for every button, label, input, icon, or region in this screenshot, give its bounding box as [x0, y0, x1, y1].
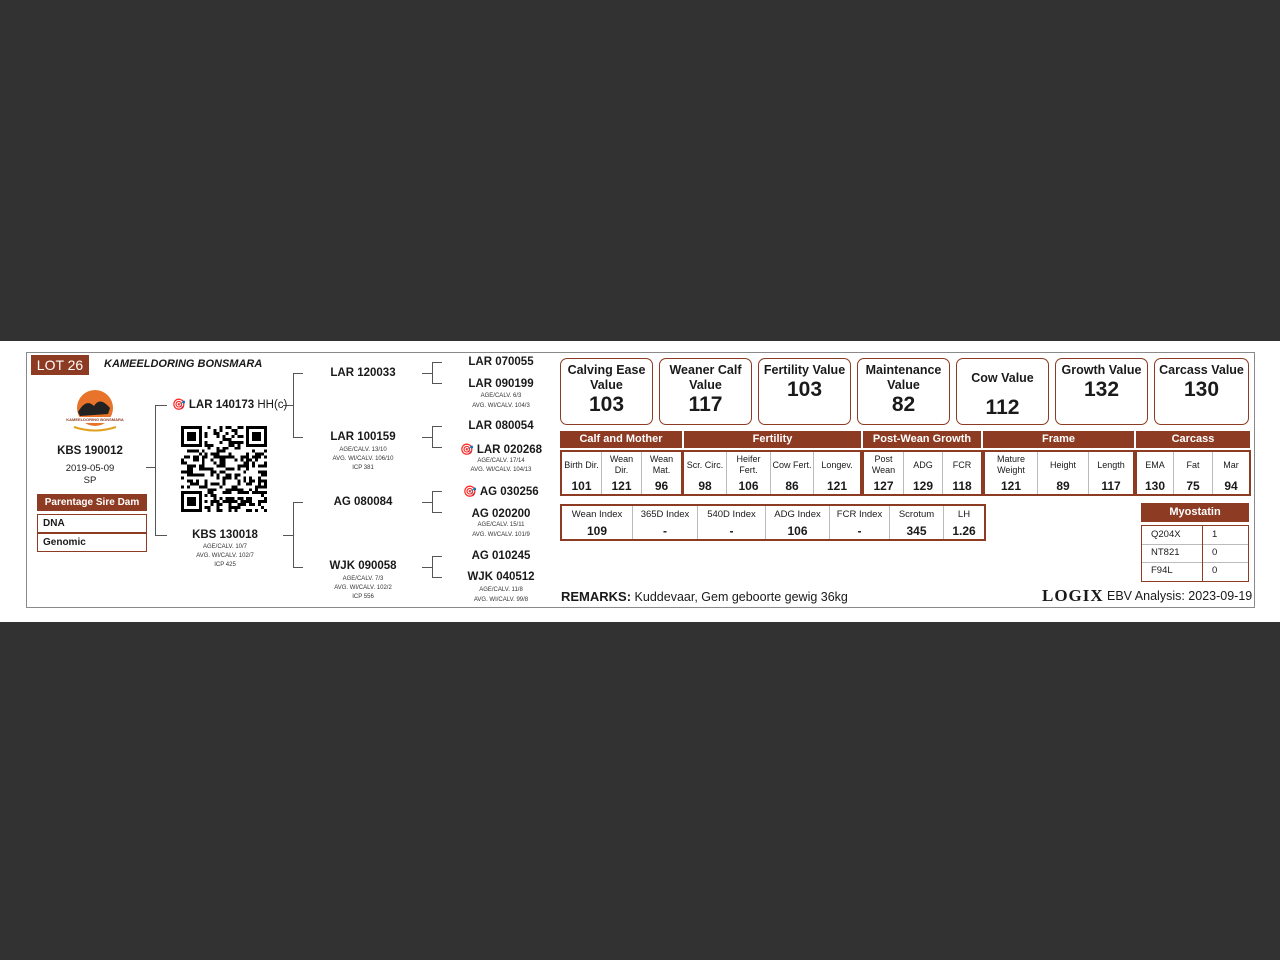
- ebv-cell: [864, 452, 904, 494]
- remarks-text: Kuddevaar, Gem geboorte gewig 36kg: [634, 590, 848, 604]
- gs1-id: LAR 120033: [330, 367, 396, 379]
- value-number: 82: [891, 393, 916, 416]
- ebv-cell: [727, 452, 771, 494]
- myostatin-row: [1142, 544, 1248, 563]
- connector-line: [155, 405, 167, 406]
- ebv-cell: [1137, 452, 1174, 494]
- ebv-value: 130: [1144, 479, 1166, 493]
- connector-line: [432, 383, 442, 384]
- ebv-value: 127: [873, 479, 894, 493]
- index-cell: [830, 506, 890, 539]
- dam-avg-wi: AVG. WI/CALV. 102/7: [196, 553, 254, 559]
- ebv-cell: [1038, 452, 1089, 494]
- parentage-header: Parentage Sire Dam: [37, 494, 147, 511]
- sire: [172, 398, 287, 411]
- ebv-value: 106: [738, 479, 759, 493]
- ebv-value: 118: [952, 479, 972, 493]
- index-label: Scrotum: [898, 509, 935, 520]
- ebv-value: 86: [785, 479, 799, 493]
- connector-line: [432, 426, 442, 427]
- index-label: ADG Index: [774, 509, 821, 520]
- index-cell: [562, 506, 633, 539]
- farm-logo: [64, 388, 126, 434]
- gd1-avg-wi: AVG. WI/CALV. 106/10: [332, 456, 394, 462]
- ggp-5-id: AG 020200: [471, 508, 531, 520]
- ebv-value: 117: [1101, 479, 1121, 493]
- value-number: 103: [786, 378, 823, 401]
- value-box-weaner-calf: [659, 358, 752, 425]
- connector-line: [293, 437, 303, 438]
- qr-code[interactable]: [181, 426, 267, 517]
- animal-type: SP: [83, 475, 97, 486]
- gs2-id: AG 080084: [333, 496, 393, 508]
- ebv-cell: [985, 452, 1038, 494]
- connector-line: [432, 512, 442, 513]
- index-label: Wean Index: [571, 509, 623, 520]
- gd1-id: LAR 100159: [330, 431, 396, 443]
- ggp-3: [446, 443, 556, 456]
- connector-line: [422, 502, 432, 503]
- value-number: 112: [985, 396, 1020, 419]
- connector-line: [432, 362, 433, 384]
- ebv-label: ADG: [913, 459, 933, 470]
- gd2-age-calv: AGE/CALV. 7/3: [342, 576, 384, 582]
- connector-line: [432, 426, 433, 448]
- index-cell: [944, 506, 984, 539]
- ebv-cell: [1089, 452, 1133, 494]
- ggp-3-age-calv: AGE/CALV. 17/14: [477, 458, 525, 464]
- value-number: 132: [1083, 378, 1120, 401]
- ggp-3-id: LAR 020268: [476, 444, 543, 456]
- ggp-7-age-calv: AGE/CALV. 11/8: [479, 587, 523, 593]
- connector-line: [293, 502, 294, 568]
- ebv-label: Wean Mat.: [649, 454, 674, 475]
- farm-name: KAMEELDORING BONSMARA: [104, 358, 263, 370]
- index-table: [560, 504, 986, 541]
- ebv-label: FCR: [952, 459, 972, 470]
- index-value: 345: [906, 524, 927, 538]
- ebv-label: Fat: [1186, 459, 1200, 470]
- connector-line: [422, 373, 432, 374]
- myostatin-value: 1: [1212, 529, 1218, 540]
- ebv-cell: [771, 452, 814, 494]
- ebv-value: 121: [1000, 479, 1022, 493]
- myostatin-marker: NT821: [1151, 547, 1180, 558]
- value-number: 103: [588, 393, 625, 416]
- parentage-dna: DNA: [37, 514, 147, 533]
- ebv-label: Post Wean: [871, 454, 896, 475]
- value-label: Growth Value: [1061, 363, 1142, 377]
- animal-id: KBS 190012: [57, 445, 123, 457]
- logix-brand: LOGIX: [1042, 586, 1104, 605]
- index-value: 106: [787, 524, 808, 538]
- lot-badge: LOT 26: [31, 355, 89, 375]
- group-header-carcass: Carcass: [1136, 431, 1250, 448]
- myostatin-value: 0: [1212, 565, 1218, 576]
- index-value: -: [857, 524, 862, 538]
- connector-line: [432, 577, 442, 578]
- connector-line: [293, 373, 303, 374]
- remarks: [561, 589, 848, 604]
- animal-dob: 2019-05-09: [65, 463, 115, 474]
- ebv-label: Heifer Fert.: [736, 454, 761, 475]
- connector-line: [146, 467, 155, 468]
- ebv-label: Length: [1097, 459, 1125, 470]
- myostatin-divider: [1202, 525, 1203, 582]
- value-label: Maintenance Value: [865, 363, 942, 392]
- ebv-value: 101: [571, 479, 592, 493]
- value-label: Fertility Value: [763, 363, 846, 377]
- myostatin-value: 0: [1212, 547, 1218, 558]
- connector-line: [432, 362, 442, 363]
- connector-line: [293, 567, 303, 568]
- ebv-label: Scr. Circ.: [686, 459, 724, 470]
- ggp-1-age-calv: AGE/CALV. 6/3: [480, 393, 522, 399]
- ebv-label: Wean Dir.: [609, 454, 634, 475]
- ggp-6-id: AG 010245: [471, 550, 531, 562]
- genomic-icon: 🎯: [172, 399, 186, 411]
- ebv-value: 121: [826, 479, 848, 493]
- ebv-label: Longev.: [821, 459, 853, 470]
- ebv-cell: [562, 452, 602, 494]
- connector-line: [422, 437, 432, 438]
- group-calf-mother: [560, 450, 683, 496]
- connector-line: [283, 535, 293, 536]
- connector-line: [432, 556, 433, 578]
- myostatin-marker: F94L: [1151, 565, 1173, 576]
- ebv-cell: [642, 452, 681, 494]
- ebv-value: 94: [1224, 479, 1238, 493]
- ebv-analysis-date: EBV Analysis: 2023-09-19: [1107, 589, 1253, 603]
- ggp-5-age-calv: AGE/CALV. 15/11: [477, 522, 525, 528]
- connector-line: [432, 491, 442, 492]
- group-fertility: [682, 450, 862, 496]
- index-cell: [766, 506, 830, 539]
- group-carcass: [1135, 450, 1251, 496]
- index-cell: [890, 506, 944, 539]
- ebv-value: 121: [611, 479, 632, 493]
- ggp-5-avg-wi: AVG. WI/CALV. 101/9: [472, 532, 530, 538]
- sire-suffix: HH(c): [257, 399, 288, 411]
- value-box-carcass: [1154, 358, 1249, 425]
- value-box-fertility: [758, 358, 851, 425]
- value-label: Calving Ease Value: [567, 363, 646, 392]
- index-label: FCR Index: [836, 509, 883, 520]
- remarks-label: REMARKS:: [561, 589, 632, 604]
- ebv-cell: [684, 452, 727, 494]
- ggp-4-id: AG 030256: [479, 486, 539, 498]
- myostatin-header: Myostatin: [1141, 503, 1249, 522]
- value-box-cow: [956, 358, 1049, 425]
- group-header-fertility: Fertility: [684, 431, 861, 448]
- myostatin-table: [1141, 525, 1249, 582]
- index-value: 1.26: [952, 524, 976, 538]
- ebv-cell: [1213, 452, 1249, 494]
- ebv-cell: [814, 452, 860, 494]
- group-post-wean: [862, 450, 983, 496]
- connector-line: [432, 447, 442, 448]
- value-box-maintenance: [857, 358, 950, 425]
- value-number: 117: [688, 393, 723, 416]
- gd1-icp: ICP 381: [352, 465, 374, 471]
- group-header-calf-mother: Calf and Mother: [560, 431, 682, 448]
- value-box-calving-ease: [560, 358, 653, 425]
- logo-text: KAMEELDORING BONSMARA: [66, 417, 124, 422]
- myostatin-row: [1142, 526, 1248, 545]
- connector-line: [422, 567, 432, 568]
- parentage-genomic: Genomic: [37, 533, 147, 552]
- ebv-label: Cow Fert.: [772, 459, 812, 470]
- value-label: Cow Value: [971, 371, 1034, 385]
- index-cell: [698, 506, 766, 539]
- sire-id: LAR 140173: [188, 399, 255, 411]
- dam-id: KBS 130018: [192, 529, 258, 541]
- value-box-growth: [1055, 358, 1148, 425]
- ggp-3-avg-wi: AVG. WI/CALV. 104/13: [470, 467, 532, 473]
- index-label: 540D Index: [707, 509, 756, 520]
- dam-age-calv: AGE/CALV. 10/7: [202, 544, 248, 550]
- ggp-1-id: LAR 090199: [468, 378, 534, 390]
- index-label: LH: [957, 509, 971, 520]
- genomic-icon: 🎯: [459, 444, 474, 456]
- ggp-7-id: WJK 040512: [467, 571, 535, 583]
- ebv-value: 75: [1186, 479, 1200, 493]
- connector-line: [293, 373, 294, 438]
- ebv-value: 96: [654, 479, 669, 493]
- value-label: Weaner Calf Value: [669, 363, 742, 392]
- ggp-1-avg-wi: AVG. WI/CALV. 104/3: [472, 403, 530, 409]
- ebv-label: EMA: [1145, 459, 1165, 470]
- value-label: Carcass Value: [1159, 363, 1244, 377]
- ggp-0-id: LAR 070055: [468, 356, 534, 368]
- ebv-label: Mature Weight: [996, 454, 1025, 475]
- ebv-cell: [602, 452, 642, 494]
- gd2-avg-wi: AVG. WI/CALV. 102/2: [334, 585, 392, 591]
- ggp-7-avg-wi: AVG. WI/CALV. 99/8: [473, 597, 529, 603]
- dam-icp: ICP 425: [214, 562, 236, 568]
- group-frame: [983, 450, 1135, 496]
- index-value: -: [663, 524, 667, 538]
- connector-line: [155, 535, 167, 536]
- genomic-icon: 🎯: [463, 486, 478, 498]
- ebv-value: 98: [698, 479, 712, 493]
- index-label: 365D Index: [640, 509, 690, 520]
- group-header-frame: Frame: [983, 431, 1134, 448]
- index-value: -: [729, 524, 734, 538]
- connector-line: [293, 502, 303, 503]
- ebv-value: 129: [912, 479, 934, 493]
- connector-line: [432, 556, 442, 557]
- ebv-cell: [943, 452, 981, 494]
- gd1-age-calv: AGE/CALV. 13/10: [339, 447, 387, 453]
- myostatin-row: [1142, 562, 1248, 580]
- ebv-cell: [1174, 452, 1213, 494]
- ggp-2-id: LAR 080054: [468, 420, 534, 432]
- ebv-label: Birth Dir.: [564, 459, 599, 470]
- group-header-post-wean: Post-Wean Growth: [863, 431, 981, 448]
- myostatin-marker: Q204X: [1151, 529, 1181, 540]
- index-cell: [633, 506, 698, 539]
- connector-line: [432, 491, 433, 513]
- index-value: 109: [586, 524, 608, 538]
- value-number: 130: [1183, 378, 1220, 401]
- gd2-icp: ICP 556: [352, 594, 374, 600]
- gd2-id: WJK 090058: [329, 560, 397, 572]
- connector-line: [155, 405, 156, 535]
- ebv-cell: [904, 452, 943, 494]
- ebv-label: Height: [1049, 459, 1076, 470]
- ggp-4: [446, 485, 556, 498]
- ebv-value: 89: [1056, 479, 1070, 493]
- logix-logo: [1042, 586, 1104, 606]
- ebv-label: Mar: [1223, 459, 1239, 470]
